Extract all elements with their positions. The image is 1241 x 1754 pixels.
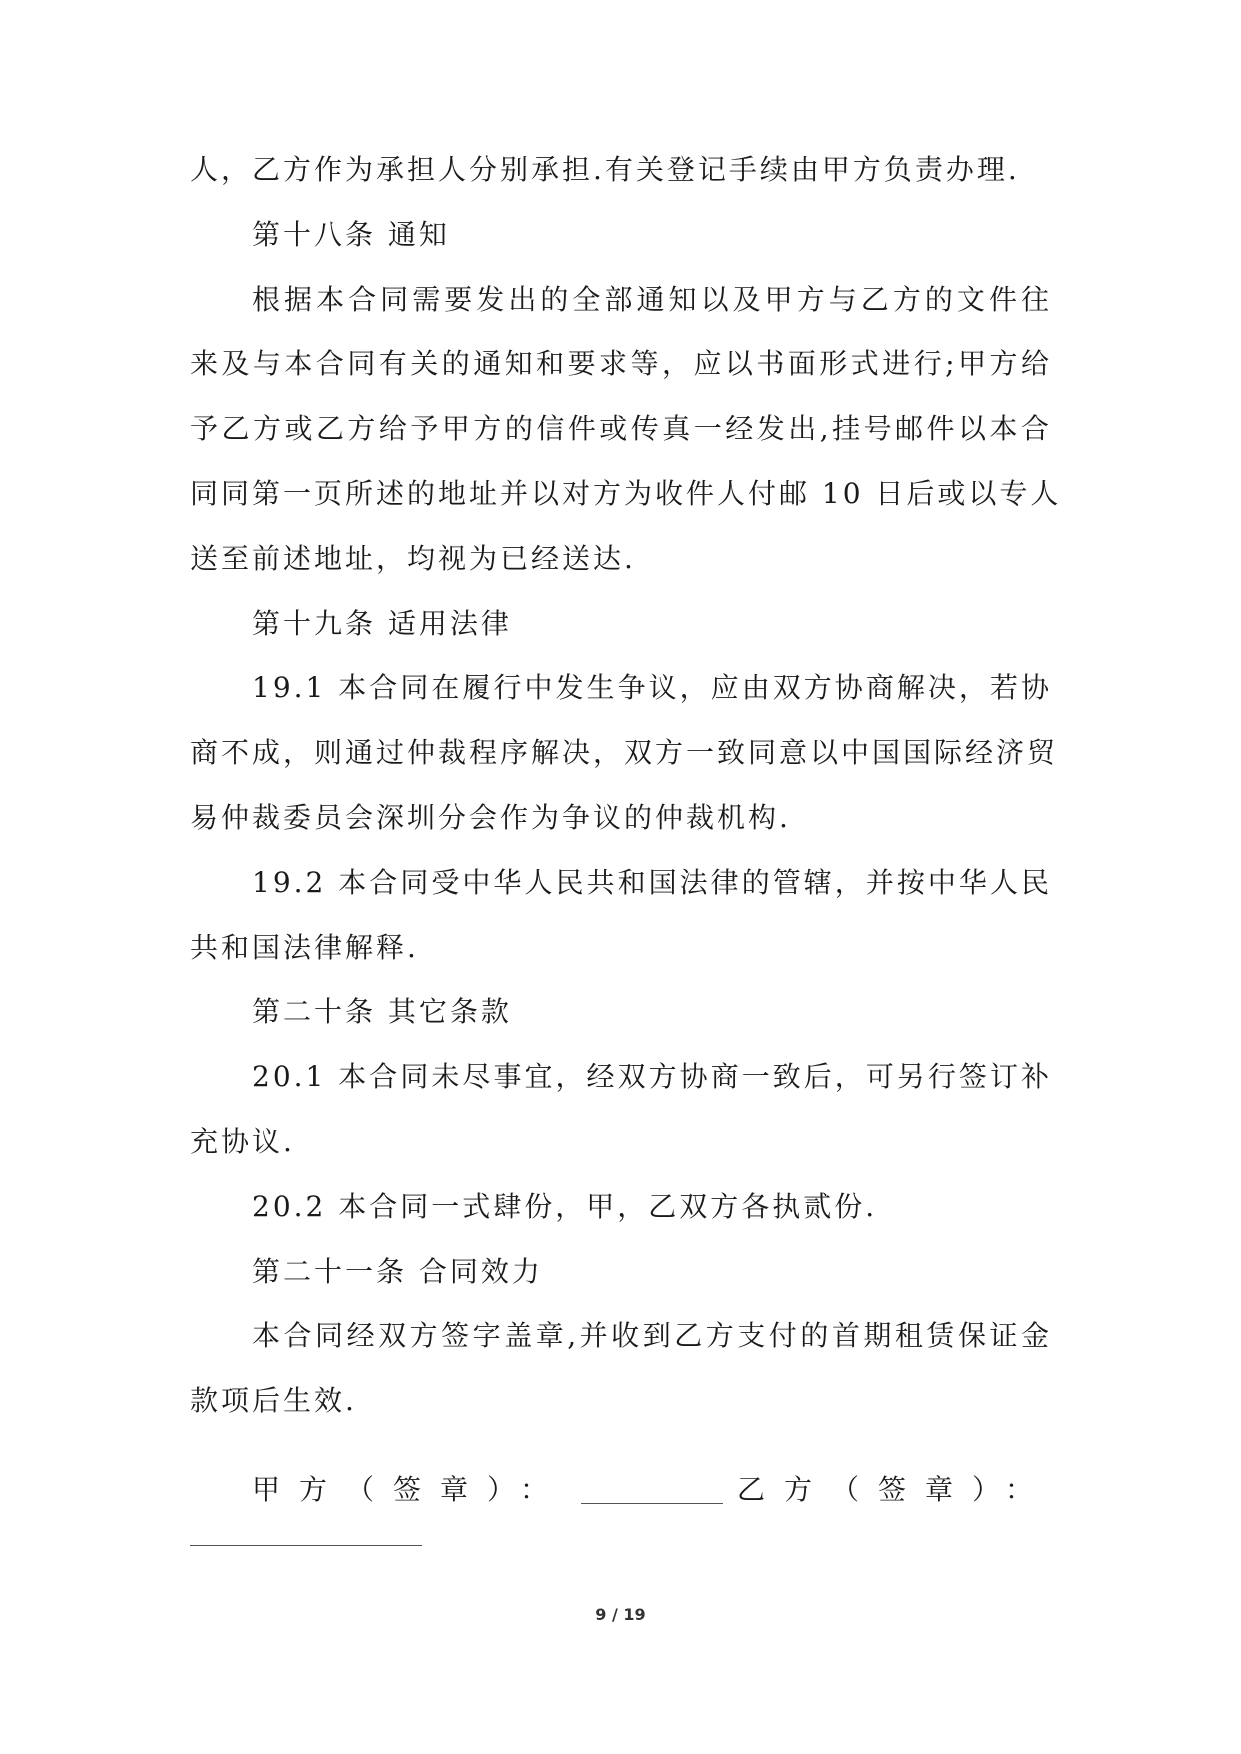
text-line: 第二十条 其它条款	[252, 995, 512, 1029]
text-line: 第十九条 适用法律	[252, 606, 512, 640]
party-a-signature-blank	[581, 1473, 723, 1504]
text-line: 第十八条 通知	[252, 217, 450, 251]
text-line: 20.2 本合同一式肆份，甲，乙双方各执贰份.	[252, 1189, 878, 1223]
text-line: 19.2 本合同受中华人民共和国法律的管辖，并按中华人民	[252, 865, 1052, 899]
text-line: 19.1 本合同在履行中发生争议，应由双方协商解决，若协	[252, 671, 1052, 705]
party-b-signature-blank	[190, 1545, 422, 1546]
text-line: 本合同经双方签字盖章,并收到乙方支付的首期租赁保证金	[252, 1319, 1052, 1353]
text-line: 易仲裁委员会深圳分会作为争议的仲裁机构.	[190, 801, 791, 834]
text-line: 同同第一页所述的地址并以对方为收件人付邮 10 日后或以专人	[190, 477, 1062, 510]
text-line: 第二十一条 合同效力	[252, 1254, 543, 1288]
text-line: 款项后生效.	[190, 1384, 357, 1418]
text-line: 20.1 本合同未尽事宜，经双方协商一致后，可另行签订补	[252, 1060, 1052, 1094]
text-line: 予乙方或乙方给予甲方的信件或传真一经发出,挂号邮件以本合	[190, 412, 1052, 446]
text-line: 人，乙方作为承担人分别承担.有关登记手续由甲方负责办理.	[190, 153, 1020, 186]
text-line: 根据本合同需要发出的全部通知以及甲方与乙方的文件往	[252, 282, 1052, 316]
signature-row	[252, 1470, 1052, 1510]
party-b-signature-label: 乙方（签章）：	[736, 1473, 1052, 1506]
text-line: 来及与本合同有关的通知和要求等，应以书面形式进行;甲方给	[190, 347, 1052, 381]
party-a-signature-label: 甲方（签章）：	[252, 1473, 568, 1506]
text-line: 商不成，则通过仲裁程序解决，双方一致同意以中国国际经济贸	[190, 736, 1059, 770]
page-number: 9 / 19	[595, 1605, 646, 1624]
text-line: 充协议.	[190, 1125, 295, 1158]
text-line: 共和国法律解释.	[190, 930, 419, 964]
text-line: 送至前述地址，均视为已经送达.	[190, 541, 636, 575]
